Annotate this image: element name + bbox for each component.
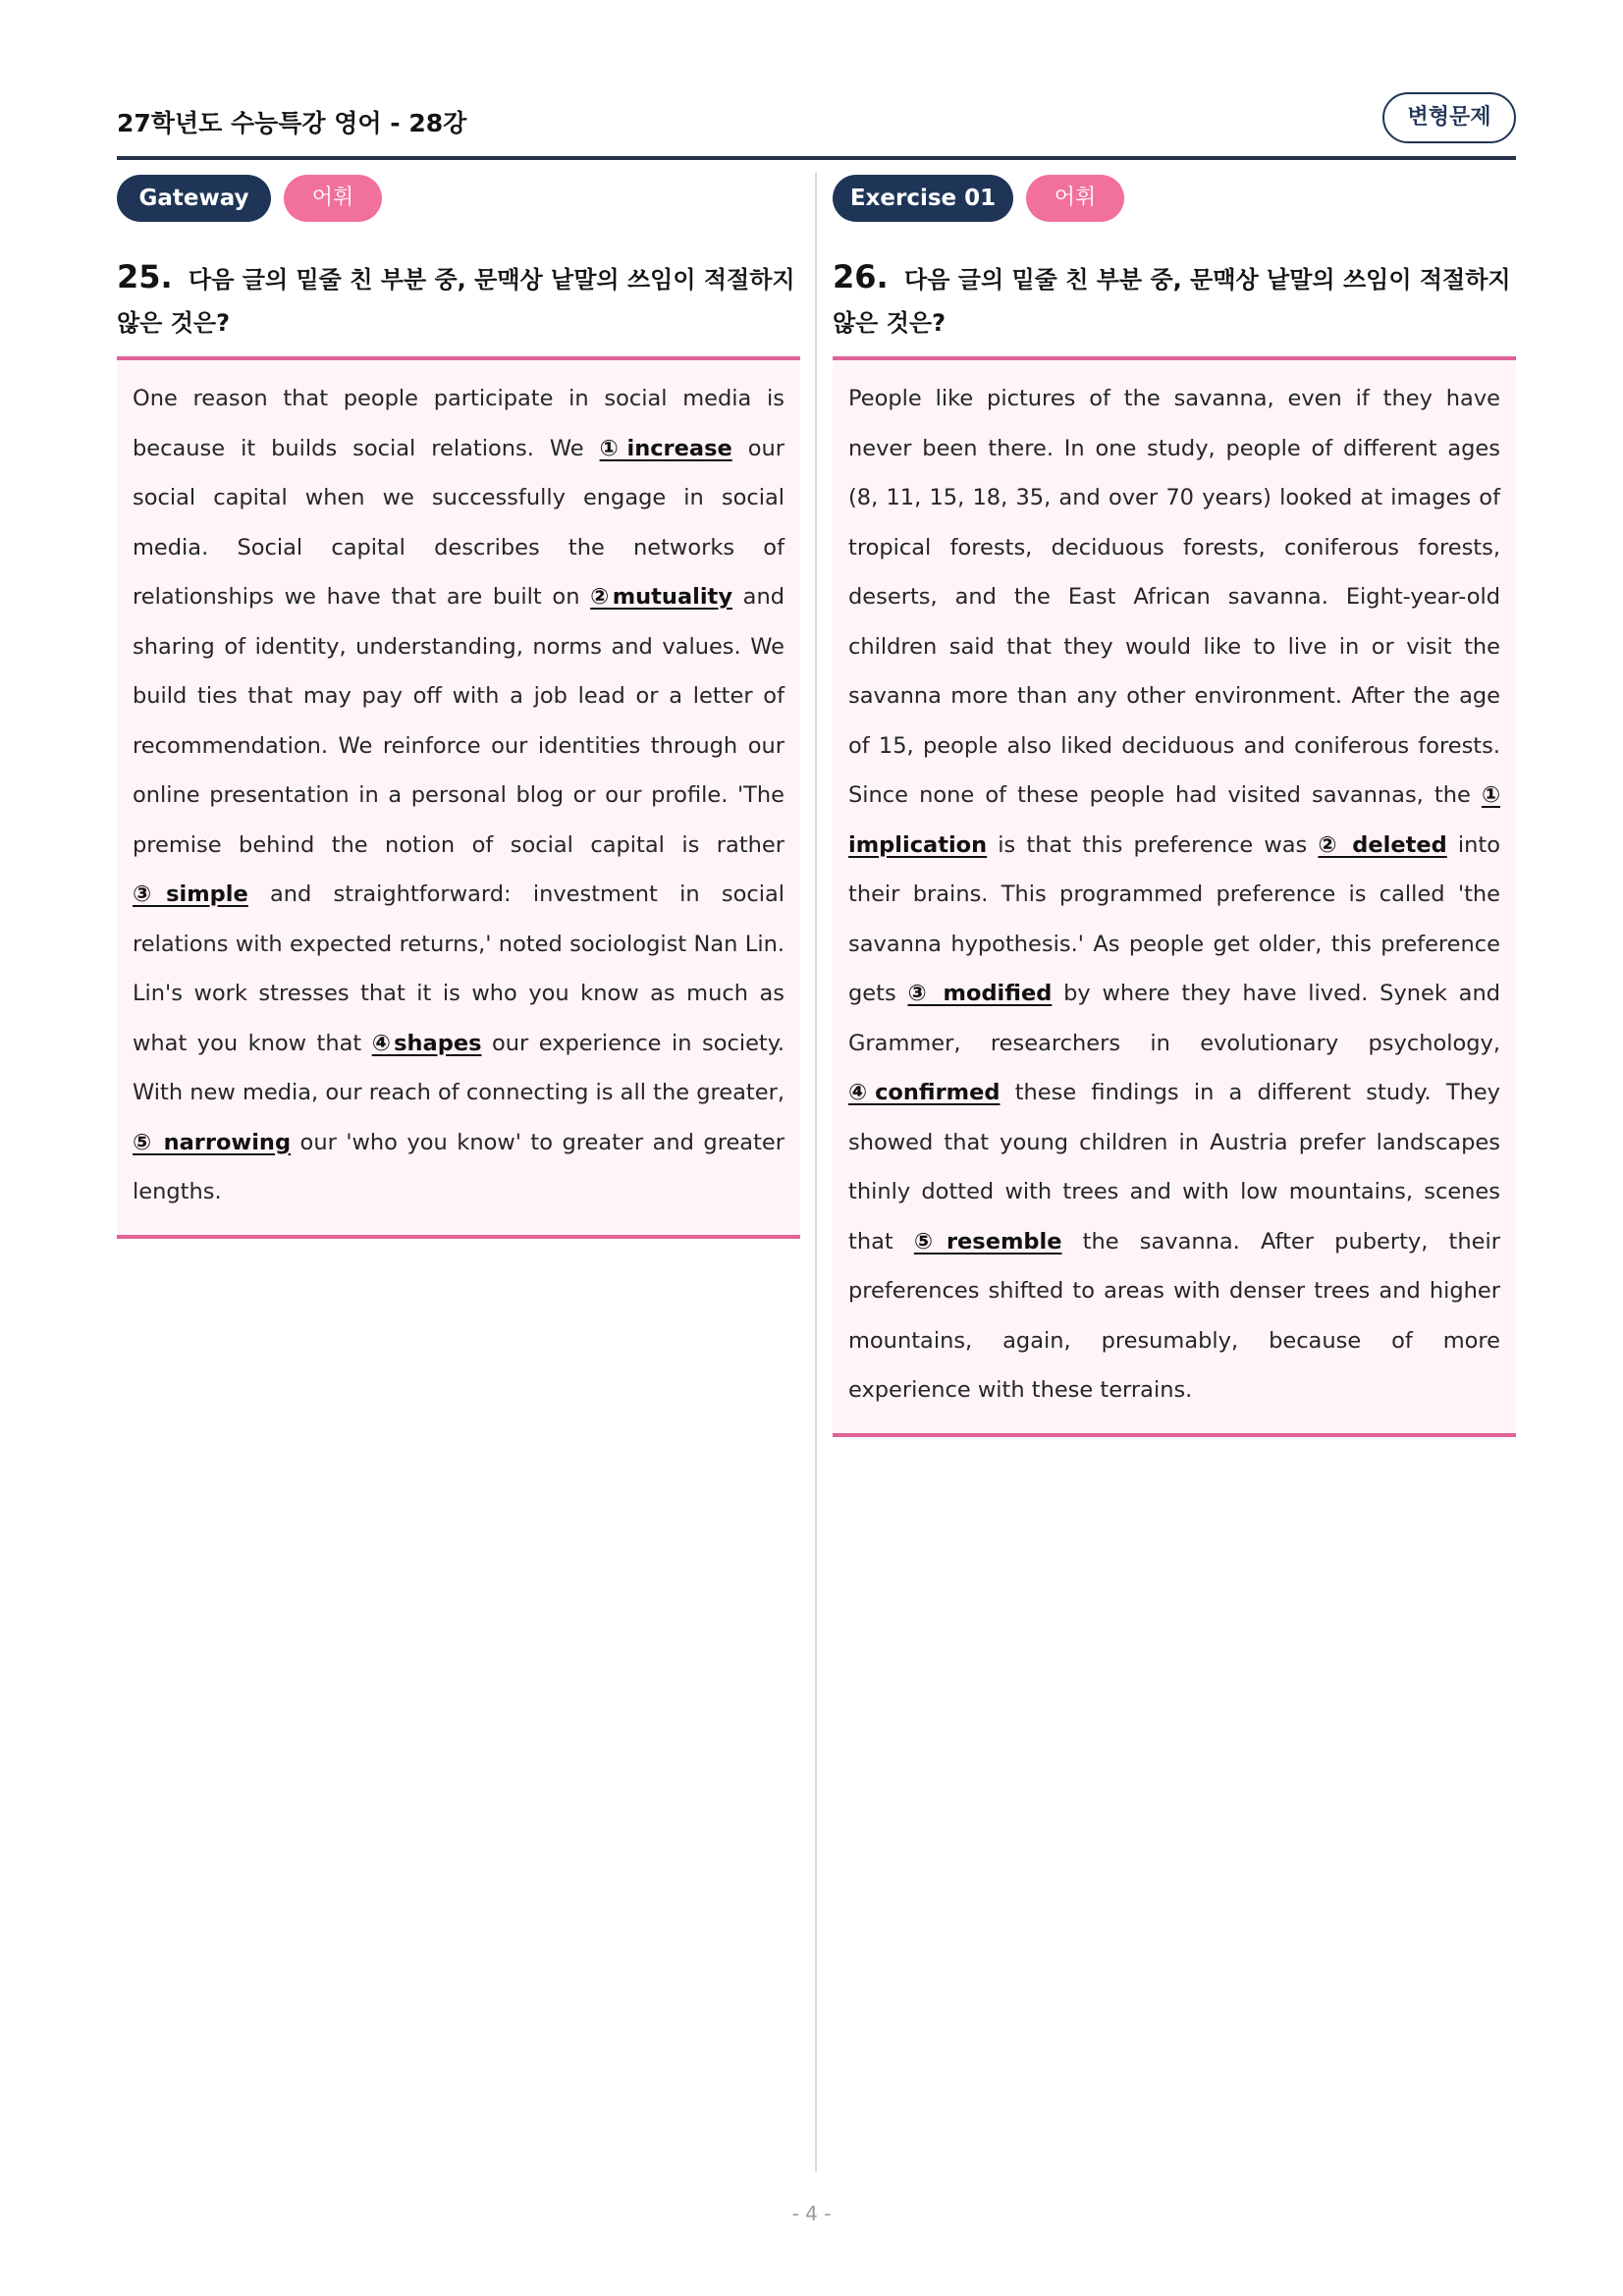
underlined-word-5: ⑤resemble — [913, 1228, 1062, 1255]
question-26 — [833, 255, 1516, 356]
page-header — [117, 92, 1516, 159]
question-text: 다음 글의 밑줄 친 부분 중, 문맥상 낱말의 쓰임이 적절하지 않은 것은? — [117, 266, 795, 337]
passage-text: these findings in a different study. They showed that young children in Austria prefer landscapes thinly dotted with trees and with low mountains, scenes that — [848, 1080, 1500, 1255]
passage-25 — [117, 356, 800, 1239]
vocabulary-tag: 어휘 — [284, 175, 382, 222]
underlined-word-4: ④shapes — [371, 1030, 482, 1056]
underlined-word-1: ①increase — [599, 435, 732, 461]
gateway-tag: Gateway — [117, 175, 271, 222]
underlined-word-3: ③ modified — [907, 981, 1053, 1006]
underlined-word-1: ① implication — [848, 782, 1500, 858]
passage-text: One reason that people participate in social media is because it builds social relations. We — [133, 386, 784, 461]
underlined-word-2: ② deleted — [1318, 831, 1447, 858]
passage-text: is that this preference was — [987, 831, 1319, 858]
passage-text: People like pictures of the savanna, even if they have never been there. In one study, people of different ages (8, 11, 15, 18, 35, and over 70 years) looked at images of tropical forests, deciduous forests, coniferous forests, deserts, and the East African savanna. Eight-year-old children said that they would like to live in or visit the savanna more than any other environment. After the age of 15, people also liked deciduous and coniferous forests. Since none of these people had visited savannas, the — [848, 386, 1500, 808]
question-25 — [117, 255, 800, 356]
page-title: 27학년도 수능특강 영어 - 28강 — [117, 109, 467, 137]
left-column — [117, 175, 800, 1239]
underlined-word-4: ④confirmed — [848, 1080, 1001, 1105]
passage-text: our experience in society. With new media, our reach of connecting is all the greater, — [133, 1030, 785, 1105]
vocabulary-tag: 어휘 — [1026, 175, 1124, 222]
passage-text: our 'who you know' to greater and greater lengths. — [133, 1129, 785, 1204]
right-column — [833, 175, 1516, 1437]
variant-badge: 변형문제 — [1382, 92, 1516, 143]
passage-text: and sharing of identity, understanding, norms and values. We build ties that may pay off with a job lead or a letter of recommendation. We reinforce our identities through our online presentation in a personal blog or our profile. 'The premise behind the notion of social capital is rather — [133, 584, 784, 858]
column-divider — [815, 173, 817, 2171]
right-tags — [833, 175, 1516, 222]
underlined-word-3: ③simple — [133, 881, 248, 907]
passage-text: the savanna. After puberty, their preferences shifted to areas with denser trees and higher mountains, again, presumably, because of more experience with these terrains. — [848, 1228, 1500, 1403]
question-number: 25. — [117, 258, 173, 295]
passage-text: into their brains. This programmed preference is called 'the savanna hypothesis.' As people get older, this preference gets — [848, 831, 1500, 1006]
question-text: 다음 글의 밑줄 친 부분 중, 문맥상 낱말의 쓰임이 적절하지 않은 것은? — [833, 266, 1511, 337]
question-number: 26. — [833, 258, 889, 295]
header-divider — [117, 156, 1516, 160]
underlined-word-2: ②mutuality — [590, 584, 732, 610]
exercise-tag: Exercise 01 — [833, 175, 1013, 222]
passage-text: our social capital when we successfully engage in social media. Social capital describes the networks of relationships we have that are built on — [133, 435, 784, 610]
passage-text: and straightforward: investment in social relations with expected returns,' noted sociologist Nan Lin. Lin's work stresses that it is who you know as much as what you know that — [133, 881, 784, 1056]
passage-text: by where they have lived. Synek and Grammer, researchers in evolutionary psychology, — [848, 981, 1500, 1056]
underlined-word-5: ⑤ narrowing — [133, 1129, 292, 1155]
passage-26 — [833, 356, 1516, 1437]
left-tags — [117, 175, 800, 222]
page-number: - 4 - — [791, 2202, 832, 2225]
